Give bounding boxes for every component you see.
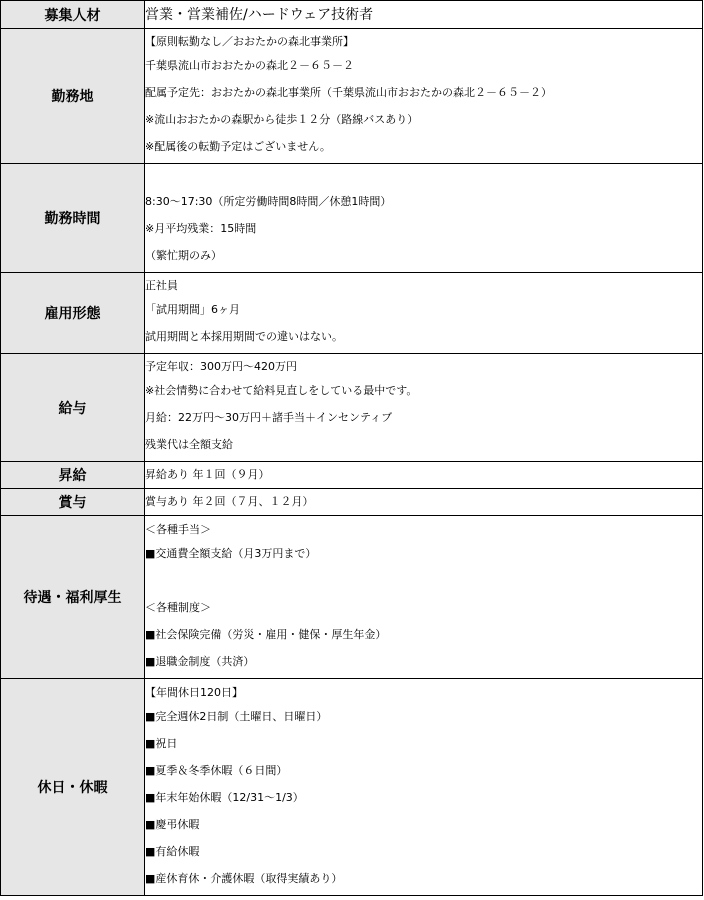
row-bonus bbox=[1, 489, 703, 516]
work-location-line: ※配属後の転勤予定はございません。 bbox=[145, 140, 331, 153]
benefits-line: ■交通費全額支給（月3万円まで） bbox=[145, 546, 317, 560]
label-work-location: 勤務地 bbox=[1, 29, 145, 164]
salary-line: 月給：22万円～30万円＋諸手当＋インセンティブ bbox=[145, 411, 393, 424]
content-working-hours bbox=[145, 164, 703, 273]
employment-type-line: 「試用期間」6ヶ月 bbox=[145, 303, 240, 316]
benefits-line bbox=[145, 567, 702, 594]
label-raise: 昇給 bbox=[1, 462, 145, 489]
row-employment-type bbox=[1, 273, 703, 354]
work-location-line: 千葉県流山市おおたかの森北２－６５－２ bbox=[145, 59, 354, 72]
content-employment-type bbox=[145, 273, 703, 354]
bonus-value: 賞与あり 年２回（７月、１２月） bbox=[145, 495, 314, 508]
working-hours-line bbox=[145, 168, 702, 188]
holidays-line: ■祝日 bbox=[145, 736, 178, 750]
holidays-line: ■慶弔休暇 bbox=[145, 817, 200, 831]
holidays-line: ■夏季＆冬季休暇（６日間） bbox=[145, 763, 288, 777]
benefits-line: ＜各種手当＞ bbox=[145, 522, 211, 536]
content-holidays bbox=[145, 679, 703, 896]
working-hours-line: ※月平均残業：15時間 bbox=[145, 221, 257, 235]
work-location-line: ※流山おおたかの森駅から徒歩１２分（路線バスあり） bbox=[145, 113, 419, 126]
row-salary bbox=[1, 354, 703, 462]
holidays-line: ■有給休暇 bbox=[145, 844, 200, 858]
label-benefits: 待遇・福利厚生 bbox=[1, 516, 145, 679]
holidays-line: ■完全週休2日制（土曜日、日曜日） bbox=[145, 709, 328, 723]
label-holidays: 休日・休暇 bbox=[1, 679, 145, 896]
holidays-line: 【年間休日120日】 bbox=[145, 685, 243, 699]
work-location-line: 配属予定先：おおたかの森北事業所（千葉県流山市おおたかの森北２－６５－２） bbox=[145, 86, 552, 99]
working-hours-line: 8:30～17:30（所定労働時間8時間／休憩1時間） bbox=[145, 194, 392, 208]
position-value: 営業・営業補佐/ハードウェア技術者 bbox=[145, 6, 374, 23]
row-work-location bbox=[1, 29, 703, 164]
label-employment-type: 雇用形態 bbox=[1, 273, 145, 354]
content-benefits bbox=[145, 516, 703, 679]
salary-line: 残業代は全額支給 bbox=[145, 438, 233, 451]
employment-type-line: 正社員 bbox=[145, 279, 178, 292]
employment-type-line: 試用期間と本採用期間での違いはない。 bbox=[145, 330, 343, 343]
content-raise bbox=[145, 462, 703, 489]
salary-line: 予定年収：300万円～420万円 bbox=[145, 360, 297, 373]
label-working-hours: 勤務時間 bbox=[1, 164, 145, 273]
label-bonus: 賞与 bbox=[1, 489, 145, 516]
work-location-line: 【原則転勤なし／おおたかの森北事業所】 bbox=[145, 35, 354, 48]
label-position: 募集人材 bbox=[1, 1, 145, 29]
row-holidays bbox=[1, 679, 703, 896]
benefits-line: ■社会保険完備（労災・雇用・健保・厚生年金） bbox=[145, 627, 387, 641]
benefits-line: ＜各種制度＞ bbox=[145, 600, 211, 614]
raise-value: 昇給あり 年１回（９月） bbox=[145, 468, 270, 481]
content-work-location bbox=[145, 29, 703, 164]
holidays-line: ■年末年始休暇（12/31～1/3） bbox=[145, 790, 304, 804]
content-position bbox=[145, 1, 703, 29]
row-benefits bbox=[1, 516, 703, 679]
holidays-line: ■産休育休・介護休暇（取得実績あり） bbox=[145, 871, 343, 885]
content-bonus bbox=[145, 489, 703, 516]
content-salary bbox=[145, 354, 703, 462]
row-position bbox=[1, 1, 703, 29]
label-salary: 給与 bbox=[1, 354, 145, 462]
row-working-hours bbox=[1, 164, 703, 273]
working-hours-line: （繁忙期のみ） bbox=[145, 248, 222, 262]
benefits-line: ■退職金制度（共済） bbox=[145, 654, 255, 668]
row-raise bbox=[1, 462, 703, 489]
salary-line: ※社会情勢に合わせて給料見直しをしている最中です。 bbox=[145, 384, 418, 397]
